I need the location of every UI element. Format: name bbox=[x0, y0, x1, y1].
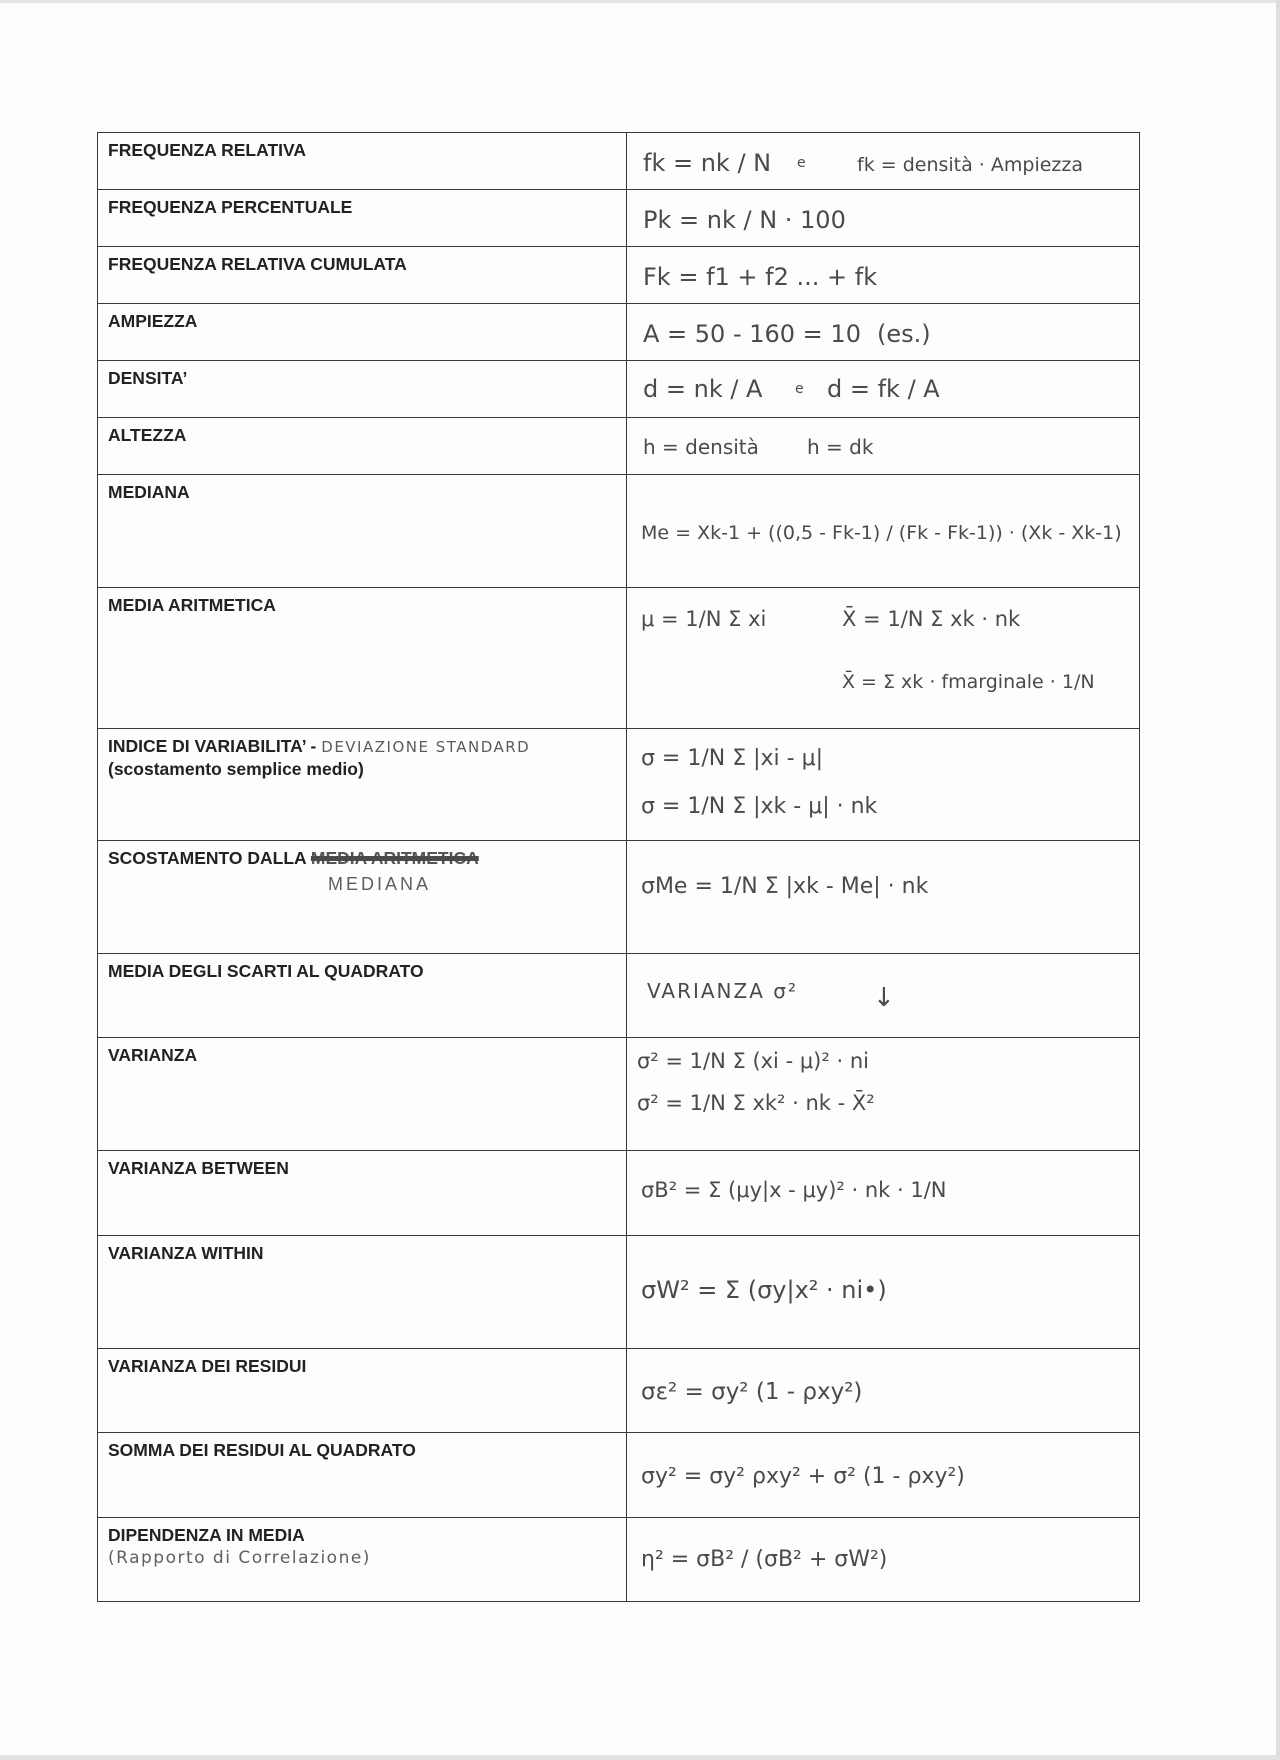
row-label-text: VARIANZA bbox=[108, 1045, 198, 1065]
formula-svg bbox=[627, 1151, 1137, 1234]
table-row bbox=[98, 247, 1140, 304]
formula-part: e bbox=[797, 155, 806, 171]
row-label-text: FREQUENZA RELATIVA CUMULATA bbox=[108, 254, 407, 274]
table-row bbox=[98, 1151, 1140, 1236]
formula-part: VARIANZA σ² bbox=[647, 979, 798, 1003]
table-row bbox=[98, 1518, 1140, 1602]
formula-part: σB² = Σ (μy|x - μy)² · nk · 1/N bbox=[641, 1178, 947, 1202]
formula-svg bbox=[627, 190, 1137, 245]
scan-edge-bottom bbox=[0, 1755, 1280, 1760]
row-label bbox=[98, 1518, 627, 1602]
formula-part: ↓ bbox=[873, 983, 895, 1013]
row-label bbox=[98, 475, 627, 588]
handwritten-note: (Rapporto di Correlazione) bbox=[108, 1548, 371, 1568]
row-formula bbox=[627, 418, 1140, 475]
table-row bbox=[98, 475, 1140, 588]
table-row bbox=[98, 954, 1140, 1038]
formula-part: h = dk bbox=[807, 435, 874, 459]
row-label-text: VARIANZA DEI RESIDUI bbox=[108, 1356, 307, 1376]
formula-part: X̄ = Σ xk · fmarginale · 1/N bbox=[842, 671, 1095, 693]
row-label-text: FREQUENZA RELATIVA bbox=[108, 140, 307, 160]
row-label-text: MEDIA ARITMETICA bbox=[108, 595, 276, 615]
formula-part: σε² = σy² (1 - ρxy²) bbox=[641, 1379, 863, 1405]
table-row bbox=[98, 729, 1140, 841]
row-label bbox=[98, 1349, 627, 1433]
formula-part: σ² = 1/N Σ (xi - μ)² · ni bbox=[637, 1049, 869, 1073]
formula-part: d = nk / A bbox=[643, 375, 763, 403]
row-formula bbox=[627, 475, 1140, 588]
table-row bbox=[98, 588, 1140, 729]
formula-svg bbox=[627, 247, 1137, 302]
row-formula bbox=[627, 588, 1140, 729]
handwritten-note: DEVIAZIONE STANDARD bbox=[321, 738, 531, 756]
row-label-text: MEDIANA bbox=[108, 482, 190, 502]
row-label bbox=[98, 361, 627, 418]
row-label-text: FREQUENZA PERCENTUALE bbox=[108, 197, 353, 217]
row-label-text: VARIANZA BETWEEN bbox=[108, 1158, 289, 1178]
table-row bbox=[98, 418, 1140, 475]
row-label bbox=[98, 304, 627, 361]
row-formula bbox=[627, 304, 1140, 361]
row-label bbox=[98, 190, 627, 247]
row-label bbox=[98, 841, 627, 954]
row-label-text: AMPIEZZA bbox=[108, 311, 198, 331]
formula-part: σ = 1/N Σ |xi - μ| bbox=[641, 746, 823, 771]
formula-part: h = densità bbox=[643, 435, 759, 459]
row-label bbox=[98, 418, 627, 475]
row-label bbox=[98, 1236, 627, 1349]
formula-part: fk = nk / N bbox=[643, 149, 772, 177]
row-formula bbox=[627, 841, 1140, 954]
table-row bbox=[98, 1433, 1140, 1518]
formula-svg bbox=[627, 729, 1137, 839]
formula-svg bbox=[627, 1349, 1137, 1431]
formula-svg bbox=[627, 1038, 1137, 1148]
row-formula bbox=[627, 190, 1140, 247]
struck-out-text: MEDIA ARITMETICA bbox=[310, 848, 479, 868]
formula-svg bbox=[627, 954, 1137, 1036]
row-formula bbox=[627, 133, 1140, 190]
formula-part: fk = densità · Ampiezza bbox=[857, 154, 1083, 176]
row-label-text: DIPENDENZA IN MEDIA bbox=[108, 1525, 305, 1545]
row-label-text: INDICE DI VARIABILITA’ - bbox=[108, 736, 317, 756]
table-row bbox=[98, 361, 1140, 418]
table-row bbox=[98, 1236, 1140, 1349]
formula-part: (es.) bbox=[877, 320, 931, 348]
formula-part: σW² = Σ (σy|x² · ni•) bbox=[641, 1276, 887, 1304]
row-label-text: SCOSTAMENTO DALLA bbox=[108, 848, 307, 868]
row-formula bbox=[627, 1236, 1140, 1349]
formula-part: Pk = nk / N · 100 bbox=[643, 206, 846, 234]
row-label bbox=[98, 1038, 627, 1151]
table-row bbox=[98, 304, 1140, 361]
scan-edge-top bbox=[0, 0, 1280, 3]
row-formula bbox=[627, 1151, 1140, 1236]
formula-part: A = 50 - 160 = 10 bbox=[643, 320, 861, 348]
table-row bbox=[98, 1349, 1140, 1433]
row-formula bbox=[627, 361, 1140, 418]
formula-svg bbox=[627, 361, 1137, 416]
formula-part: e bbox=[795, 381, 804, 397]
table-row bbox=[98, 841, 1140, 954]
formula-svg bbox=[627, 1236, 1137, 1346]
formula-part: σ = 1/N Σ |xk - μ| · nk bbox=[641, 794, 878, 819]
row-formula bbox=[627, 1038, 1140, 1151]
row-label bbox=[98, 729, 627, 841]
row-label-subtext: (scostamento semplice medio) bbox=[108, 759, 364, 779]
formula-part: d = fk / A bbox=[827, 375, 940, 403]
row-label-text: SOMMA DEI RESIDUI AL QUADRATO bbox=[108, 1440, 416, 1460]
row-label bbox=[98, 588, 627, 729]
formula-table bbox=[97, 132, 1140, 1602]
row-label-text: ALTEZZA bbox=[108, 425, 187, 445]
formula-svg bbox=[627, 588, 1137, 726]
row-formula bbox=[627, 247, 1140, 304]
formula-part: X̄ = 1/N Σ xk · nk bbox=[842, 607, 1021, 631]
row-label bbox=[98, 133, 627, 190]
row-label bbox=[98, 954, 627, 1038]
row-formula bbox=[627, 729, 1140, 841]
formula-part: Fk = f1 + f2 ... + fk bbox=[643, 263, 878, 291]
formula-part: μ = 1/N Σ xi bbox=[641, 607, 767, 631]
formula-part: σy² = σy² ρxy² + σ² (1 - ρxy²) bbox=[641, 1464, 965, 1489]
row-label bbox=[98, 247, 627, 304]
table-row bbox=[98, 190, 1140, 247]
formula-part: σ² = 1/N Σ xk² · nk - X̄² bbox=[637, 1091, 875, 1115]
formula-svg bbox=[627, 841, 1137, 951]
row-label-text: VARIANZA WITHIN bbox=[108, 1243, 264, 1263]
formula-svg bbox=[627, 1433, 1137, 1516]
formula-part: σMe = 1/N Σ |xk - Me| · nk bbox=[641, 874, 929, 899]
formula-part: η² = σB² / (σB² + σW²) bbox=[641, 1547, 888, 1572]
table-row bbox=[98, 133, 1140, 190]
row-label-text: DENSITA’ bbox=[108, 368, 188, 388]
formula-svg bbox=[627, 475, 1137, 585]
row-label bbox=[98, 1151, 627, 1236]
formula-part: Me = Xk-1 + ((0,5 - Fk-1) / (Fk - Fk-1)) · (Xk - Xk-1) bbox=[641, 522, 1122, 544]
row-formula bbox=[627, 1349, 1140, 1433]
formula-svg bbox=[627, 304, 1137, 359]
row-label bbox=[98, 1433, 627, 1518]
formula-svg bbox=[627, 1518, 1137, 1600]
scan-edge-right bbox=[1276, 0, 1280, 1760]
formula-svg bbox=[627, 133, 1137, 188]
row-label-text: MEDIA DEGLI SCARTI AL QUADRATO bbox=[108, 961, 424, 981]
table-row bbox=[98, 1038, 1140, 1151]
row-formula bbox=[627, 1518, 1140, 1602]
formula-svg bbox=[627, 418, 1137, 473]
row-formula bbox=[627, 1433, 1140, 1518]
row-formula bbox=[627, 954, 1140, 1038]
handwritten-note: MEDIANA bbox=[328, 874, 432, 894]
